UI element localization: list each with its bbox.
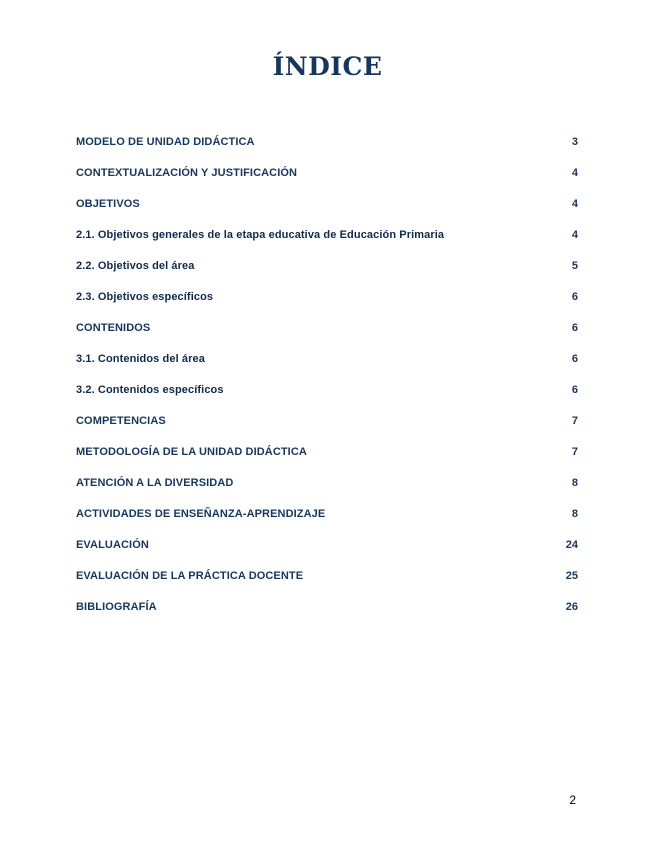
- toc-entry-label: METODOLOGÍA DE LA UNIDAD DIDÁCTICA: [76, 445, 307, 458]
- toc-entry-page: 6: [571, 290, 578, 303]
- toc-entry-label: 2.3. Objetivos específicos: [76, 290, 214, 303]
- toc-entry-page: 24: [565, 538, 578, 551]
- toc-entry-contextualizacion[interactable]: [76, 157, 578, 188]
- toc-entry-label: 2.1. Objetivos generales de la etapa educativa de Educación Primaria: [76, 228, 445, 241]
- toc-entry-evaluacion[interactable]: [76, 529, 578, 560]
- toc-entry-label: 2.2. Objetivos del área: [76, 259, 195, 272]
- toc-entry-bibliografia[interactable]: [76, 591, 578, 622]
- toc-entry-contenidos[interactable]: [76, 312, 578, 343]
- page-number: 2: [569, 793, 576, 807]
- toc-entry-objetivos-area[interactable]: [76, 250, 578, 281]
- toc-entry-page: 6: [571, 383, 578, 396]
- toc-entry-modelo-unidad-didactica[interactable]: [76, 126, 578, 157]
- page-title: ÍNDICE: [272, 52, 383, 81]
- toc-entry-page: 7: [571, 414, 578, 427]
- toc-entry-label: EVALUACIÓN DE LA PRÁCTICA DOCENTE: [76, 569, 304, 582]
- toc-entry-objetivos-generales[interactable]: [76, 219, 578, 250]
- toc-entry-competencias[interactable]: [76, 405, 578, 436]
- toc-entry-page: 3: [571, 135, 578, 148]
- toc-entry-label: MODELO DE UNIDAD DIDÁCTICA: [76, 135, 255, 148]
- toc-entry-label: BIBLIOGRAFÍA: [76, 600, 157, 613]
- table-of-contents: [76, 126, 578, 622]
- toc-entry-label: CONTENIDOS: [76, 321, 151, 334]
- toc-entry-label: 3.2. Contenidos específicos: [76, 383, 224, 396]
- toc-entry-page: 8: [571, 476, 578, 489]
- toc-entry-atencion-diversidad[interactable]: [76, 467, 578, 498]
- toc-entry-actividades[interactable]: [76, 498, 578, 529]
- toc-entry-label: CONTEXTUALIZACIÓN Y JUSTIFICACIÓN: [76, 166, 298, 179]
- toc-entry-page: 6: [571, 352, 578, 365]
- toc-entry-label: EVALUACIÓN: [76, 538, 149, 551]
- toc-entry-label: OBJETIVOS: [76, 197, 140, 210]
- toc-entry-label: COMPETENCIAS: [76, 414, 166, 427]
- toc-entry-page: 4: [571, 228, 578, 241]
- toc-entry-page: 8: [571, 507, 578, 520]
- toc-entry-label: ATENCIÓN A LA DIVERSIDAD: [76, 476, 234, 489]
- toc-entry-page: 5: [571, 259, 578, 272]
- toc-entry-page: 25: [565, 569, 578, 582]
- toc-entry-page: 26: [565, 600, 578, 613]
- toc-entry-page: 6: [571, 321, 578, 334]
- toc-entry-page: 4: [571, 197, 578, 210]
- toc-entry-label: 3.1. Contenidos del área: [76, 352, 205, 365]
- toc-entry-label: ACTIVIDADES DE ENSEÑANZA-APRENDIZAJE: [76, 507, 326, 520]
- toc-entry-evaluacion-practica[interactable]: [76, 560, 578, 591]
- toc-entry-page: 7: [571, 445, 578, 458]
- toc-entry-page: 4: [571, 166, 578, 179]
- toc-entry-contenidos-area[interactable]: [76, 343, 578, 374]
- toc-entry-objetivos[interactable]: [76, 188, 578, 219]
- toc-entry-metodologia[interactable]: [76, 436, 578, 467]
- toc-entry-contenidos-especificos[interactable]: [76, 374, 578, 405]
- toc-entry-objetivos-especificos[interactable]: [76, 281, 578, 312]
